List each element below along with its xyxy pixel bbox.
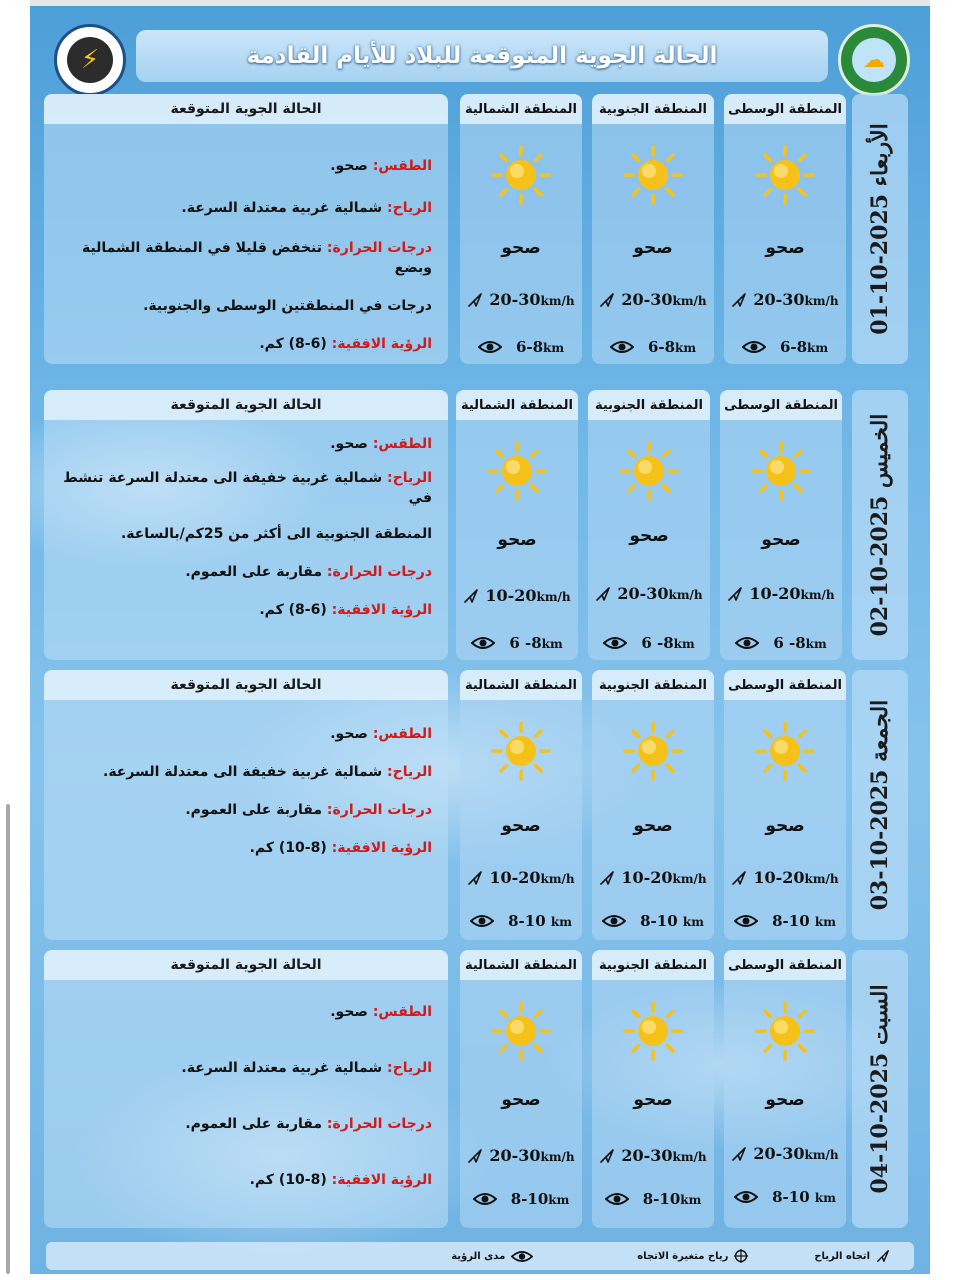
- vis-unit: km: [682, 915, 704, 929]
- weather-value: صحو.: [330, 726, 368, 742]
- vis-unit: km: [675, 341, 697, 355]
- sun-icon: [490, 720, 552, 782]
- wind-direction-arrow-icon: [467, 292, 483, 308]
- region-card-northern: [456, 390, 578, 660]
- eye-icon: [610, 340, 634, 354]
- region-title: المنطقة الشمالية: [456, 390, 578, 420]
- eye-icon: [735, 636, 759, 650]
- weather-value: صحو.: [330, 158, 368, 174]
- forecast-title: الحالة الجوية المتوقعة: [44, 670, 448, 700]
- wind-unit: km/h: [804, 872, 839, 886]
- region-card-southern: [592, 670, 714, 940]
- temp-value: مقاربة على العموم.: [185, 802, 323, 818]
- temp-value: تنخفض قليلا في المنطقة الشمالية وبضع: [81, 240, 432, 276]
- wind-direction-arrow-icon: [599, 292, 615, 308]
- page-title: الحالة الجوية المتوقعة للبلاد للأيام القادمة: [136, 30, 828, 82]
- region-title: المنطقة الوسطى: [724, 670, 846, 700]
- vis-unit: km: [807, 341, 829, 355]
- legend-label: مدى الرؤية: [451, 1250, 506, 1262]
- condition-text: صحو: [501, 238, 541, 258]
- condition-text: صحو: [633, 816, 673, 836]
- sun-icon: [490, 144, 552, 206]
- day-date: الأربعاء 2025-10-01: [867, 123, 893, 335]
- wind-value: 10-20: [621, 868, 673, 887]
- wind-speed: [592, 1146, 714, 1165]
- cloud-sun-icon: ☁: [852, 38, 896, 82]
- wind-value: 20-30: [489, 290, 541, 309]
- wind-label: الرياح:: [387, 1060, 432, 1076]
- wind-value: شمالية غربية خفيفة الى معتدلة السرعة.: [103, 764, 383, 780]
- authority-logo: [54, 24, 126, 96]
- region-title: المنطقة الوسطى: [724, 94, 846, 124]
- day-date: الخميس 2025-10-02: [867, 413, 893, 637]
- wind-speed: [592, 868, 714, 887]
- day-date: الجمعة 2025-10-03: [867, 699, 893, 911]
- forecast-title: الحالة الجوية المتوقعة: [44, 950, 448, 980]
- condition-text: صحو: [765, 238, 805, 258]
- forecast-description: [44, 950, 448, 1228]
- wind-value: 20-30: [621, 290, 673, 309]
- wind-speed: [720, 584, 842, 603]
- wind-direction-arrow-icon: [731, 1146, 747, 1162]
- visibility: [456, 634, 578, 652]
- weather-label: الطقس:: [372, 158, 432, 174]
- vis-unit: km: [548, 1193, 570, 1207]
- vis-value: (8-10) كم.: [249, 1172, 327, 1188]
- vis-unit: km: [814, 1191, 836, 1205]
- weather-label: الطقس:: [372, 726, 432, 742]
- date-panel: [852, 670, 908, 940]
- wind-direction-arrow-icon: [467, 870, 483, 886]
- wind-value: شمالية غربية معتدلة السرعة.: [181, 200, 383, 216]
- region-card-northern: [460, 94, 582, 364]
- region-card-central: [724, 950, 846, 1228]
- region-card-central: [724, 670, 846, 940]
- eye-icon: [602, 914, 626, 928]
- date-panel: [852, 390, 908, 660]
- wind-value: شمالية غربية خفيفة الى معتدلة السرعة تنشط في: [63, 470, 432, 506]
- meteorology-logo: [838, 24, 910, 96]
- region-card-central: [724, 94, 846, 364]
- sun-icon: [754, 144, 816, 206]
- sun-icon: [754, 720, 816, 782]
- vis-unit: km: [543, 341, 565, 355]
- region-card-southern: [592, 94, 714, 364]
- wind-speed: [460, 1146, 582, 1165]
- condition-text: صحو: [765, 1090, 805, 1110]
- region-title: المنطقة الشمالية: [460, 670, 582, 700]
- visibility: [724, 338, 846, 356]
- eye-icon: [605, 1192, 629, 1206]
- sun-icon: [490, 1000, 552, 1062]
- day-date: السبت 2025-10-04: [867, 984, 893, 1194]
- vis-value: 6-8: [647, 338, 676, 356]
- visibility: [460, 1190, 582, 1208]
- condition-text: صحو: [629, 526, 669, 546]
- vis-value: 8-10: [772, 1188, 810, 1206]
- vis-unit: km: [550, 915, 572, 929]
- legend-wind-direction: [814, 1249, 890, 1263]
- region-card-southern: [588, 390, 710, 660]
- sun-icon: [622, 1000, 684, 1062]
- wind-speed: [456, 586, 578, 605]
- wind-unit: km/h: [804, 294, 839, 308]
- region-card-northern: [460, 670, 582, 940]
- wind-speed: [592, 290, 714, 309]
- wind-value: 20-30: [617, 584, 669, 603]
- vis-label: الرؤية الافقية:: [331, 602, 432, 618]
- wind-value: 10-20: [489, 868, 541, 887]
- region-title: المنطقة الجنوبية: [592, 670, 714, 700]
- wind-value: 20-30: [489, 1146, 541, 1165]
- wind-value: 20-30: [753, 1144, 805, 1163]
- wind-speed: [588, 584, 710, 603]
- legend-visibility: [451, 1250, 533, 1263]
- wind-direction-arrow-icon: [599, 870, 615, 886]
- condition-text: صحو: [501, 1090, 541, 1110]
- condition-text: صحو: [633, 1090, 673, 1110]
- legend-variable-wind: [637, 1249, 748, 1263]
- day-row-1: [44, 94, 926, 364]
- vis-label: الرؤية الافقية:: [331, 1172, 432, 1188]
- region-card-central: [720, 390, 842, 660]
- forecast-text: [44, 700, 448, 858]
- vis-value: 8-10: [508, 912, 546, 930]
- temp-value: مقاربة على العموم.: [185, 1116, 323, 1132]
- wind-speed: [724, 1144, 846, 1163]
- day-row-4: [44, 950, 926, 1228]
- region-title: المنطقة الوسطى: [724, 950, 846, 980]
- wind-value: شمالية غربية معتدلة السرعة.: [181, 1060, 383, 1076]
- wind-speed: [460, 290, 582, 309]
- condition-text: صحو: [497, 530, 537, 550]
- condition-text: صحو: [761, 530, 801, 550]
- temp-label: درجات الحرارة:: [326, 802, 432, 818]
- wind-direction-arrow-icon: [731, 292, 747, 308]
- vis-label: الرؤية الافقية:: [331, 840, 432, 856]
- eye-icon: [471, 636, 495, 650]
- wind-speed: [724, 868, 846, 887]
- vis-unit: km: [541, 637, 563, 651]
- region-title: المنطقة الوسطى: [720, 390, 842, 420]
- sun-icon: [486, 440, 548, 502]
- crosshair-icon: [734, 1249, 748, 1263]
- vis-unit: km: [814, 915, 836, 929]
- eye-icon: [478, 340, 502, 354]
- vis-unit: km: [680, 1193, 702, 1207]
- visibility: [592, 338, 714, 356]
- temp-label: درجات الحرارة:: [326, 564, 432, 580]
- eye-icon: [734, 914, 758, 928]
- wind-value: 20-30: [621, 1146, 673, 1165]
- wind-label: الرياح:: [387, 764, 432, 780]
- scrollbar-indicator: [6, 804, 10, 1274]
- region-title: المنطقة الشمالية: [460, 950, 582, 980]
- forecast-text: [44, 980, 448, 1190]
- date-panel: [852, 94, 908, 364]
- condition-text: صحو: [501, 816, 541, 836]
- wind-unit: km/h: [672, 294, 707, 308]
- temp-value: مقاربة على العموم.: [185, 564, 323, 580]
- temp-label: درجات الحرارة:: [326, 1116, 432, 1132]
- day-row-3: [44, 670, 926, 940]
- visibility: [588, 634, 710, 652]
- region-title: المنطقة الجنوبية: [588, 390, 710, 420]
- vis-unit: km: [805, 637, 827, 651]
- vis-value: (6-8) كم.: [259, 336, 327, 352]
- forecast-description: [44, 390, 448, 660]
- eye-icon: [511, 1250, 533, 1263]
- wind-value: 10-20: [485, 586, 537, 605]
- vis-value: (6-8) كم.: [259, 602, 327, 618]
- visibility: [592, 912, 714, 930]
- wind-unit: km/h: [540, 1150, 575, 1164]
- wind-unit: km/h: [540, 872, 575, 886]
- condition-text: صحو: [633, 238, 673, 258]
- vis-value: 6-8: [515, 338, 544, 356]
- wind-value-cont: المنطقة الجنوبية الى أكثر من 25كم/بالساعة.: [120, 526, 432, 542]
- wind-direction-arrow-icon: [731, 870, 747, 886]
- visibility: [724, 1188, 846, 1206]
- wind-direction-arrow-icon: [595, 586, 611, 602]
- region-card-northern: [460, 950, 582, 1228]
- forecast-title: الحالة الجوية المتوقعة: [44, 390, 448, 420]
- vis-label: الرؤية الافقية:: [331, 336, 432, 352]
- weather-value: صحو.: [330, 1004, 368, 1020]
- wind-value: 10-20: [753, 868, 805, 887]
- wind-unit: km/h: [668, 588, 703, 602]
- condition-text: صحو: [765, 816, 805, 836]
- vis-value: 8-10: [642, 1190, 681, 1208]
- temp-value-cont: درجات في المنطقتين الوسطى والجنوبية.: [143, 298, 432, 314]
- visibility: [720, 634, 842, 652]
- wind-label: الرياح:: [387, 200, 432, 216]
- day-row-2: [44, 390, 926, 660]
- visibility: [724, 912, 846, 930]
- date-panel: [852, 950, 908, 1228]
- forecast-text: [44, 124, 448, 354]
- sun-icon: [622, 144, 684, 206]
- visibility: [460, 338, 582, 356]
- wind-label: الرياح:: [387, 470, 432, 486]
- sun-icon: [750, 440, 812, 502]
- sun-icon: [622, 720, 684, 782]
- region-card-southern: [592, 950, 714, 1228]
- eye-icon: [603, 636, 627, 650]
- wind-direction-arrow-icon: [876, 1249, 890, 1263]
- vis-value: (8-10) كم.: [249, 840, 327, 856]
- wind-value: 10-20: [749, 584, 801, 603]
- vis-value: 8-10: [772, 912, 810, 930]
- eye-icon: [734, 1190, 758, 1204]
- eye-icon: [473, 1192, 497, 1206]
- forecast-poster: [30, 6, 930, 1274]
- vis-value: 8-10: [510, 1190, 549, 1208]
- forecast-title: الحالة الجوية المتوقعة: [44, 94, 448, 124]
- wind-unit: km/h: [672, 1150, 707, 1164]
- eye-icon: [742, 340, 766, 354]
- wind-speed: [724, 290, 846, 309]
- forecast-text: [44, 420, 448, 620]
- legend-bar: [46, 1242, 914, 1270]
- wind-value: 20-30: [753, 290, 805, 309]
- vis-value: 6-8: [779, 338, 808, 356]
- forecast-description: [44, 670, 448, 940]
- wind-direction-arrow-icon: [467, 1148, 483, 1164]
- region-title: المنطقة الجنوبية: [592, 94, 714, 124]
- visibility: [592, 1190, 714, 1208]
- vis-value: 8-10: [640, 912, 678, 930]
- wind-direction-arrow-icon: [727, 586, 743, 602]
- wind-direction-arrow-icon: [463, 588, 479, 604]
- wind-speed: [460, 868, 582, 887]
- sun-icon: [618, 440, 680, 502]
- wind-unit: km/h: [540, 294, 575, 308]
- weather-value: صحو.: [330, 436, 368, 452]
- region-title: المنطقة الجنوبية: [592, 950, 714, 980]
- visibility: [460, 912, 582, 930]
- weather-label: الطقس:: [372, 436, 432, 452]
- wind-unit: km/h: [536, 590, 571, 604]
- vis-value: 6 -8: [509, 634, 542, 652]
- legend-label: اتجاه الرياح: [814, 1250, 870, 1262]
- wind-unit: km/h: [672, 872, 707, 886]
- temp-label: درجات الحرارة:: [326, 240, 432, 256]
- vis-value: 6 -8: [773, 634, 806, 652]
- sun-icon: [754, 1000, 816, 1062]
- legend-label: رياح متغيرة الاتجاه: [637, 1250, 729, 1262]
- wind-unit: km/h: [804, 1148, 839, 1162]
- vis-unit: km: [673, 637, 695, 651]
- vis-value: 6 -8: [641, 634, 674, 652]
- region-title: المنطقة الشمالية: [460, 94, 582, 124]
- eye-icon: [470, 914, 494, 928]
- lightning-icon: ⚡: [67, 37, 113, 83]
- weather-label: الطقس:: [372, 1004, 432, 1020]
- forecast-description: [44, 94, 448, 364]
- wind-unit: km/h: [800, 588, 835, 602]
- wind-direction-arrow-icon: [599, 1148, 615, 1164]
